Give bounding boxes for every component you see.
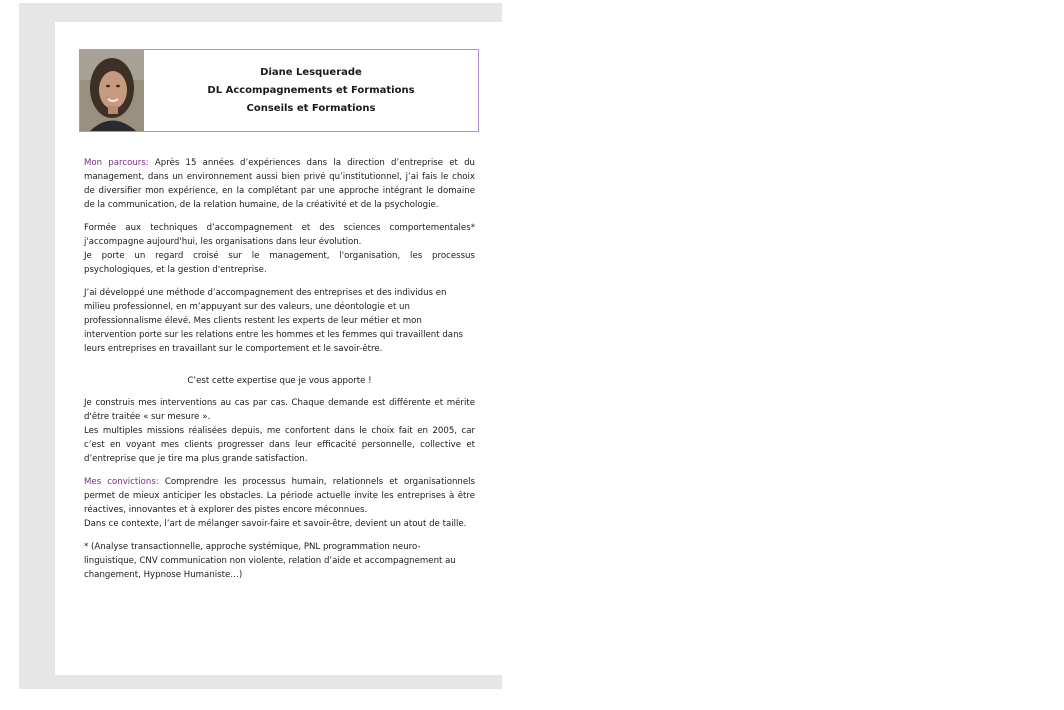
company-tagline: Conseils et Formations (246, 102, 376, 114)
text-formation-1: Formée aux techniques d’accompagnement et des sciences comportementales* j'accompagne aujourd'hui, les organisations dans leur évolution. (84, 223, 475, 247)
label-parcours: Mon parcours: (84, 158, 149, 168)
text-interventions-2: Les multiples missions réalisées depuis, me confortent dans le choix fait en 2005, car c’est en voyant mes clients progresser dans leur efficacité personnelle, collective et d’entreprise que je tire ma plus grande satisfaction. (84, 426, 475, 464)
text-convictions-2: Dans ce contexte, l’art de mélanger savoir-faire et savoir-être, devient un atout de taille. (84, 519, 467, 529)
header-box (79, 49, 479, 132)
company-name: DL Accompagnements et Formations (207, 84, 415, 96)
text-parcours: Après 15 années d’expériences dans la direction d’entreprise et du management, dans un environnement aussi bien privé qu’institutionnel, j’ai fais le choix de diversifier mon expérience, en la complétant par une approche intégrant le domaine de la communication, de la relation humaine, de la créativité et de la psychologie. (84, 158, 475, 210)
header-text (144, 50, 478, 131)
label-convictions: Mes convictions: (84, 477, 159, 487)
document-page (55, 22, 503, 675)
paragraph-parcours (84, 156, 475, 212)
paragraph-interventions (84, 396, 475, 466)
portrait-icon (80, 50, 144, 131)
text-interventions-1: Je construis mes interventions au cas par cas. Chaque demande est différente et mérite d'être traitée « sur mesure ». (84, 398, 475, 422)
page-frame (19, 3, 502, 689)
body-text (84, 156, 475, 591)
paragraph-methode: J’ai développé une méthode d’accompagnement des entreprises et des individus en milieu professionnel, en m’appuyant sur des valeurs, une déontologie et un professionnalisme élevé. Mes clients restent les experts de leur métier et mon intervention porte sur les relations entre les hommes et les femmes qui travaillent dans leurs entreprises en travaillant sur le comportement et le savoir-être. (84, 288, 464, 354)
text-convictions: Comprendre les processus humain, relationnels et organisationnels permet de mieux anticiper les obstacles. La période actuelle invite les entreprises à être réactives, innovantes et à explorer des pistes encore méconnues. (84, 477, 476, 515)
author-name: Diane Lesquerade (260, 66, 362, 78)
paragraph-expertise: C’est cette expertise que je vous apporte ! (187, 376, 372, 386)
text-formation-2: Je porte un regard croisé sur le management, l'organisation, les processus psychologiques, et la gestion d'entreprise. (84, 251, 475, 275)
paragraph-footnote: * (Analyse transactionnelle, approche systémique, PNL programmation neuro- linguistique, CNV communication non violente, relation d’aide et accompagnement au changement, Hypnose Humaniste…) (84, 542, 456, 580)
paragraph-convictions (84, 475, 475, 531)
paragraph-formation (84, 221, 475, 277)
portrait-photo (80, 50, 144, 131)
